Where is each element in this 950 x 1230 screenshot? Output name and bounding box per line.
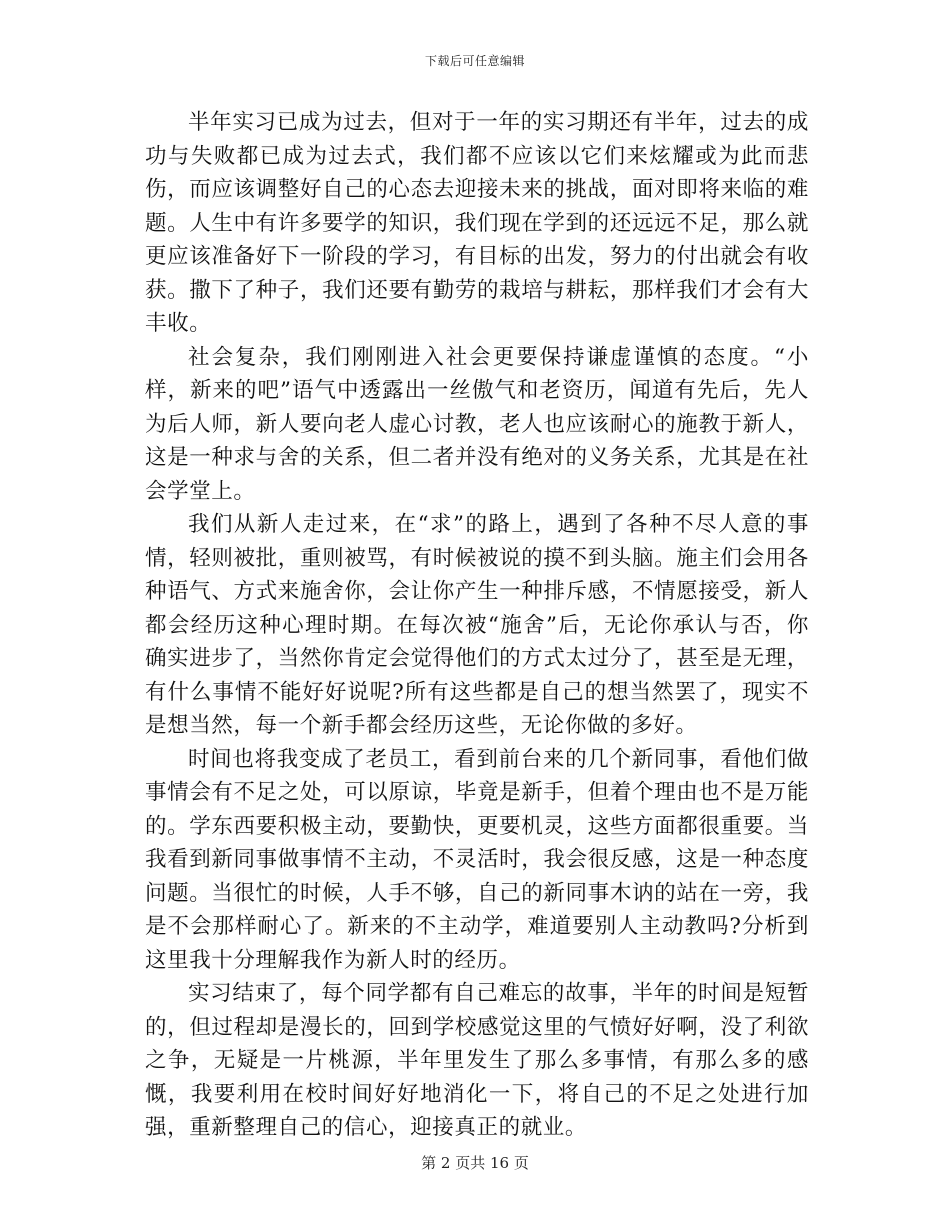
page-header-note: 下载后可任意编辑 <box>424 54 525 68</box>
paragraph-1: 半年实习已成为过去，但对于一年的实习期还有半年，过去的成功与失败都已成为过去式，我们都不应该以它们来炫耀或为此而悲伤，而应该调整好自己的心态去迎接未来的挑战，面对即将来临的难题。人生中有许多要学的知识，我们现在学到的还远远不足，那么就更应该准备好下一阶段的学习，有目标的出发，努力的付出就会有收获。撒下了种子，我们还要有勤劳的栽培与耕耘，那样我们才会有大丰收。 <box>145 110 809 336</box>
paragraph-4: 时间也将我变成了老员工，看到前台来的几个新同事，看他们做事情会有不足之处，可以原谅，毕竟是新手，但着个理由也不是万能的。学东西要积极主动，要勤快，更要机灵，这些方面都很重要。当我看到新同事做事情不主动，不灵活时，我会很反感，这是一种态度问题。当很忙的时候，人手不够，自己的新同事木讷的站在一旁，我是不会那样耐心了。新来的不主动学，难道要别人主动教吗?分析到这里我十分理解我作为新人时的经历。 <box>145 746 809 973</box>
paragraph-5: 实习结束了，每个同学都有自己难忘的故事，半年的时间是短暂的，但过程却是漫长的，回到学校感觉这里的气愤好好啊，没了利欲之争，无疑是一片桃源，半年里发生了那么多事情，有那么多的感慨，我要利用在校时间好好地消化一下，将自己的不足之处进行加强，重新整理自己的信心，迎接真正的就业。 <box>145 981 809 1140</box>
paragraph-3: 我们从新人走过来，在“求”的路上，遇到了各种不尽人意的事情，轻则被批，重则被骂，有时候被说的摸不到头脑。施主们会用各种语气、方式来施舍你，会让你产生一种排斥感，不情愿接受，新人都会经历这种心理时期。在每次被“施舍”后，无论你承认与否，你确实进步了，当然你肯定会觉得他们的方式太过分了，甚至是无理，有什么事情不能好好说呢?所有这些都是自己的想当然罢了，现实不是想当然，每一个新手都会经历这些，无论你做的多好。 <box>145 512 809 738</box>
paragraph-2: 社会复杂，我们刚刚进入社会更要保持谦虚谨慎的态度。“小样，新来的吧”语气中透露出一丝傲气和老资历，闻道有先后，先人为后人师，新人要向老人虚心讨教，老人也应该耐心的施教于新人，这是一种求与舍的关系，但二者并没有绝对的义务关系，尤其是在社会学堂上。 <box>145 344 809 504</box>
document-body <box>145 106 809 1145</box>
page-number: 第 2 页共 16 页 <box>421 1154 529 1172</box>
